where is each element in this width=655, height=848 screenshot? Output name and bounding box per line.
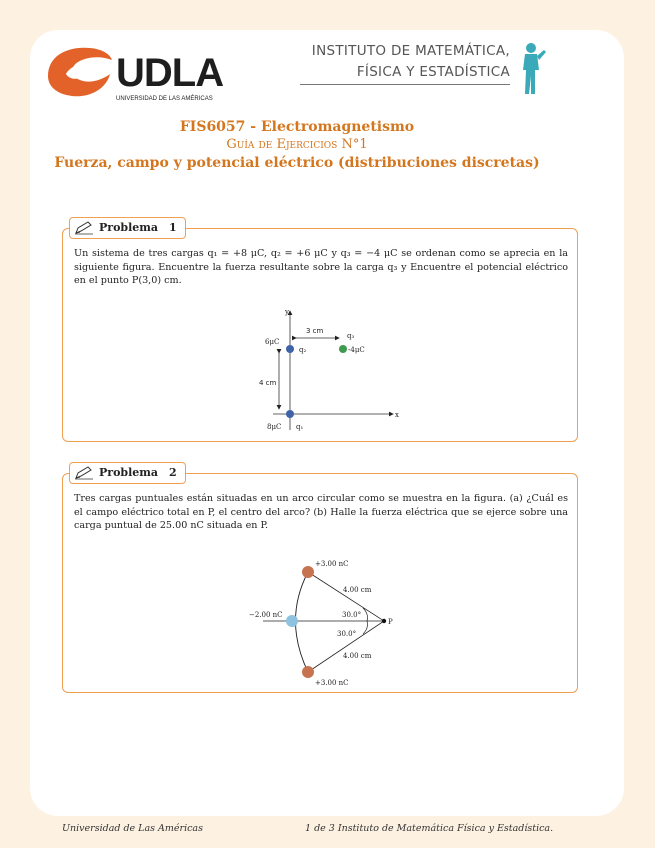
guide-title: Guía de Ejercicios N°1: [226, 137, 368, 152]
charge-q3-dot: [339, 345, 347, 353]
bottom-charge-label: +3.00 nC: [315, 679, 349, 687]
problem-2-tab: [69, 462, 186, 484]
top-charge-label: +3.00 nC: [315, 560, 349, 568]
charge-q3-name: q₃: [347, 332, 355, 340]
problem-1-figure: [253, 305, 403, 435]
institute-line-2: FÍSICA Y ESTADÍSTICA: [356, 64, 510, 80]
footer-university: Universidad de Las Américas: [62, 823, 203, 834]
top-distance-label: 4.00 cm: [343, 586, 372, 594]
problem-1-box: [62, 221, 578, 442]
problem-1-label: Problema: [99, 221, 159, 234]
bottom-charge-ball: [302, 666, 314, 678]
thinker-figure-icon: [514, 40, 548, 96]
problem-1-number: 1: [169, 221, 177, 234]
charge-q2-value: 6μC: [265, 338, 280, 346]
angle-top-label: 30.0°: [342, 611, 362, 619]
problem-1-text: Un sistema de tres cargas q₁ = +8 μC, q₂ = +6 μC y q₃ = −4 μC se ordenan como se aprecia en la siguiente figura. Encuentre la fuerza resultante sobre la carga q₃ y Encuentre el potencial eléctrico en el punto P(3,0) cm.: [74, 248, 568, 286]
footer-page-info: 1 de 3 Instituto de Matemática Física y Estadística.: [305, 823, 554, 834]
point-p-dot: [382, 619, 386, 623]
vertical-distance-label: 4 cm: [259, 379, 277, 387]
document-header: [0, 118, 594, 172]
udla-wordmark: UDLA: [116, 51, 224, 95]
charge-q2-name: q₂: [299, 346, 307, 354]
angle-bottom-label: 30.0°: [337, 630, 357, 638]
charge-q2-dot: [286, 345, 294, 353]
topic-title: Fuerza, campo y potencial eléctrico (distribuciones discretas): [54, 155, 540, 171]
institute-line-1: INSTITUTO DE MATEMÁTICA,: [311, 43, 510, 59]
problem-2-box: [62, 466, 578, 693]
problem-2-number: 2: [169, 466, 177, 479]
left-charge-ball: [286, 615, 298, 627]
page-footer: [62, 823, 602, 837]
point-p-label: P: [388, 618, 393, 626]
bottom-radius-line: [308, 621, 384, 672]
y-axis-label: y: [285, 308, 289, 316]
charge-q1-dot: [286, 410, 294, 418]
pencil-icon: [74, 466, 94, 480]
problem-2-text: Tres cargas puntuales están situadas en un arco circular como se muestra en la figura. (a) ¿Cuál es el campo eléctrico total en P, el centro del arco? (b) Halle la fuerza eléctrica que se ejerce sobre una carga puntual de 25.00 nC situada en P.: [74, 493, 568, 531]
left-charge-label: −2.00 nC: [249, 611, 283, 619]
x-axis-label: x: [395, 411, 399, 419]
bottom-distance-label: 4.00 cm: [343, 652, 372, 660]
udla-tagline: UNIVERSIDAD DE LAS AMÉRICAS: [116, 96, 213, 102]
problem-2-figure: [249, 554, 419, 688]
udla-logo: [40, 36, 260, 106]
charge-q3-value: -4μC: [348, 346, 365, 354]
pencil-icon: [74, 221, 94, 235]
institute-rule: [300, 84, 510, 85]
top-charge-ball: [302, 566, 314, 578]
course-title: FIS6057 - Electromagnetismo: [179, 119, 415, 135]
charge-q1-value: 8μC: [267, 423, 282, 431]
institute-logo: [300, 40, 550, 96]
problem-1-tab: [69, 217, 186, 239]
problem-2-label: Problema: [99, 466, 159, 479]
charge-q1-name: q₁: [296, 423, 304, 431]
horizontal-distance-label: 3 cm: [306, 327, 324, 335]
